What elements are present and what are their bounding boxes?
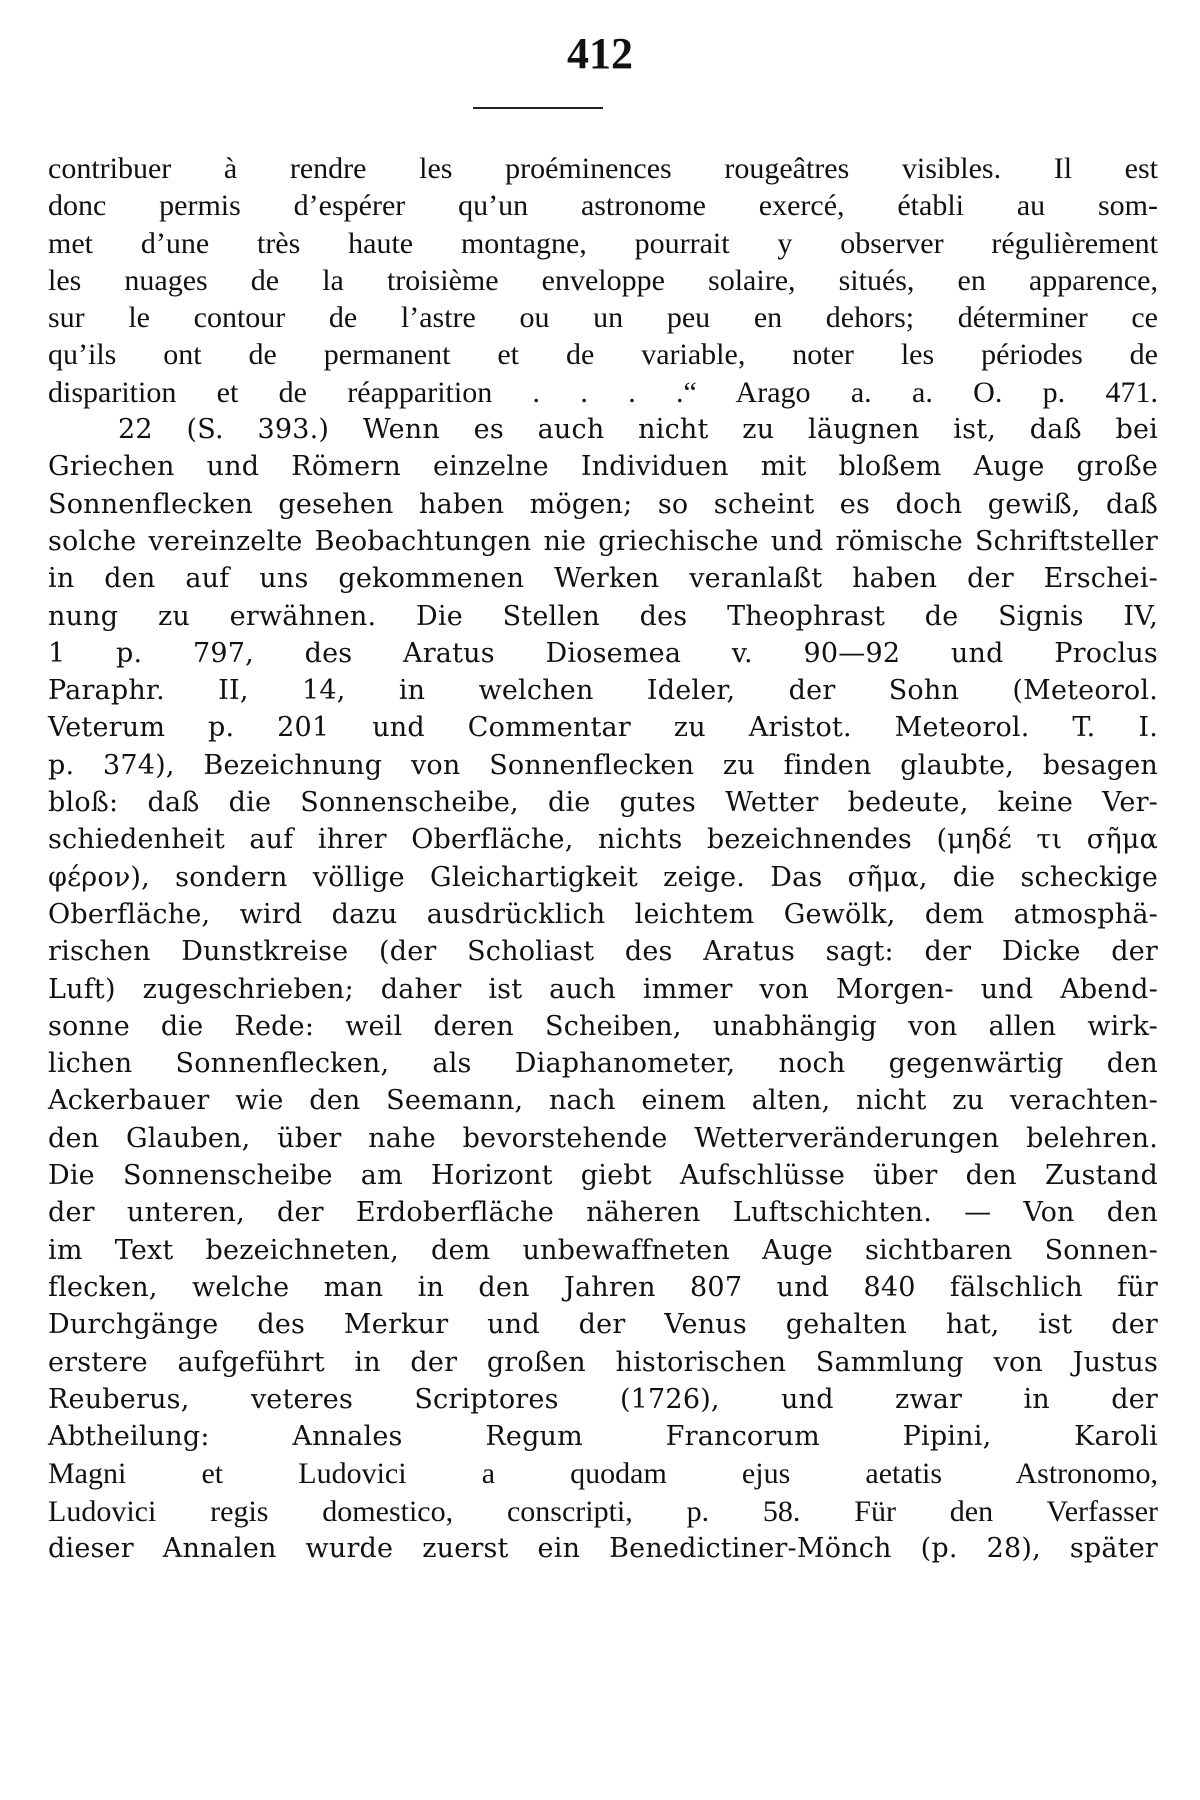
text-line: φέρον), sondern völlige Gleichartigkeit zeige. Das σῆμα, die scheckige [48, 861, 1158, 893]
text-line: Durchgänge des Merkur und der Venus gehalten hat, ist der [48, 1309, 1158, 1341]
text-line: den Glauben, über nahe bevorstehende Wetterveränderungen belehren. [48, 1122, 1158, 1154]
text-line: Reuberus, veteres Scriptores (1726), und zwar in der [48, 1383, 1158, 1415]
text-line: Magni et Ludovici a quodam ejus aetatis Astronomo, [48, 1457, 1158, 1491]
text-line: contribuer à rendre les proéminences rougeâtres visibles. Il est [48, 152, 1158, 185]
text-line: dieser Annalen wurde zuerst ein Benedictiner-Mönch (p. 28), später [48, 1532, 1158, 1564]
text-line: bloß: daß die Sonnenscheibe, die gutes Wetter bedeute, keine Ver- [48, 787, 1158, 819]
text-line: erstere aufgeführt in der großen historischen Sammlung von Justus [48, 1346, 1158, 1378]
text-line: Veterum p. 201 und Commentar zu Aristot. Meteorol. T. I. [48, 712, 1158, 744]
header-rule [473, 107, 603, 109]
text-line: sonne die Rede: weil deren Scheiben, unabhängig von allen wirk- [48, 1010, 1158, 1042]
text-line: Griechen und Römern einzelne Individuen mit bloßem Auge große [48, 451, 1158, 483]
text-line: Oberfläche, wird dazu ausdrücklich leichtem Gewölk, dem atmosphä- [48, 898, 1158, 930]
text-line: Abtheilung: Annales Regum Francorum Pipini, Karoli [48, 1421, 1158, 1453]
text-line: qu’ils ont de permanent et de variable, noter les périodes de [48, 338, 1158, 372]
text-line: Sonnenflecken gesehen haben mögen; so scheint es doch gewiß, daß [48, 488, 1158, 520]
text-line: Ludovici regis domestico, conscripti, p. 58. Für den Verfasser [48, 1494, 1158, 1528]
text-line: sur le contour de l’astre ou un peu en dehors; déterminer ce [48, 301, 1158, 335]
text-line: Luft) zugeschrieben; daher ist auch immer von Morgen- und Abend- [48, 973, 1158, 1005]
body-text [48, 150, 1158, 1567]
text-line: nung zu erwähnen. Die Stellen des Theophrast de Signis IV, [48, 600, 1158, 632]
text-line: im Text bezeichneten, dem unbewaffneten Auge sichtbaren Sonnen- [48, 1234, 1158, 1266]
text-line: der unteren, der Erdoberfläche näheren Luftschichten. — Von den [48, 1197, 1158, 1229]
text-line: solche vereinzelte Beobachtungen nie griechische und römische Schriftsteller [48, 525, 1158, 557]
text-line: lichen Sonnenflecken, als Diaphanometer, noch gegenwärtig den [48, 1048, 1158, 1080]
text-line: Die Sonnenscheibe am Horizont giebt Aufschlüsse über den Zustand [48, 1160, 1158, 1192]
text-line: schiedenheit auf ihrer Oberfläche, nichts bezeichnendes (μηδέ τι σῆμα [48, 824, 1158, 856]
text-line: met d’une très haute montagne, pourrait y observer régulièrement [48, 226, 1158, 260]
page-number: 412 [567, 29, 633, 78]
footnote-start-line: 22 (S. 393.) Wenn es auch nicht zu läugnen ist, daß bei [118, 414, 1158, 446]
text-line: donc permis d’espérer qu’un astronome exercé, établi au som- [48, 189, 1158, 223]
text-line: Ackerbauer wie den Seemann, nach einem alten, nicht zu verachten- [48, 1085, 1158, 1117]
text-line: in den auf uns gekommenen Werken veranlaßt haben der Erschei- [48, 563, 1158, 595]
text-line: disparition et de réapparition . . . .“ Arago a. a. O. p. 471. [48, 375, 1158, 409]
text-line: p. 374), Bezeichnung von Sonnenflecken zu finden glaubte, besagen [48, 749, 1158, 781]
text-line: rischen Dunstkreise (der Scholiast des Aratus sagt: der Dicke der [48, 936, 1158, 968]
text-line: flecken, welche man in den Jahren 807 und 840 fälschlich für [48, 1271, 1158, 1303]
text-line: 1 p. 797, des Aratus Diosemea v. 90—92 und Proclus [48, 637, 1158, 669]
text-line: Paraphr. II, 14, in welchen Ideler, der Sohn (Meteorol. [48, 675, 1158, 707]
text-line: les nuages de la troisième enveloppe solaire, situés, en apparence, [48, 263, 1158, 297]
